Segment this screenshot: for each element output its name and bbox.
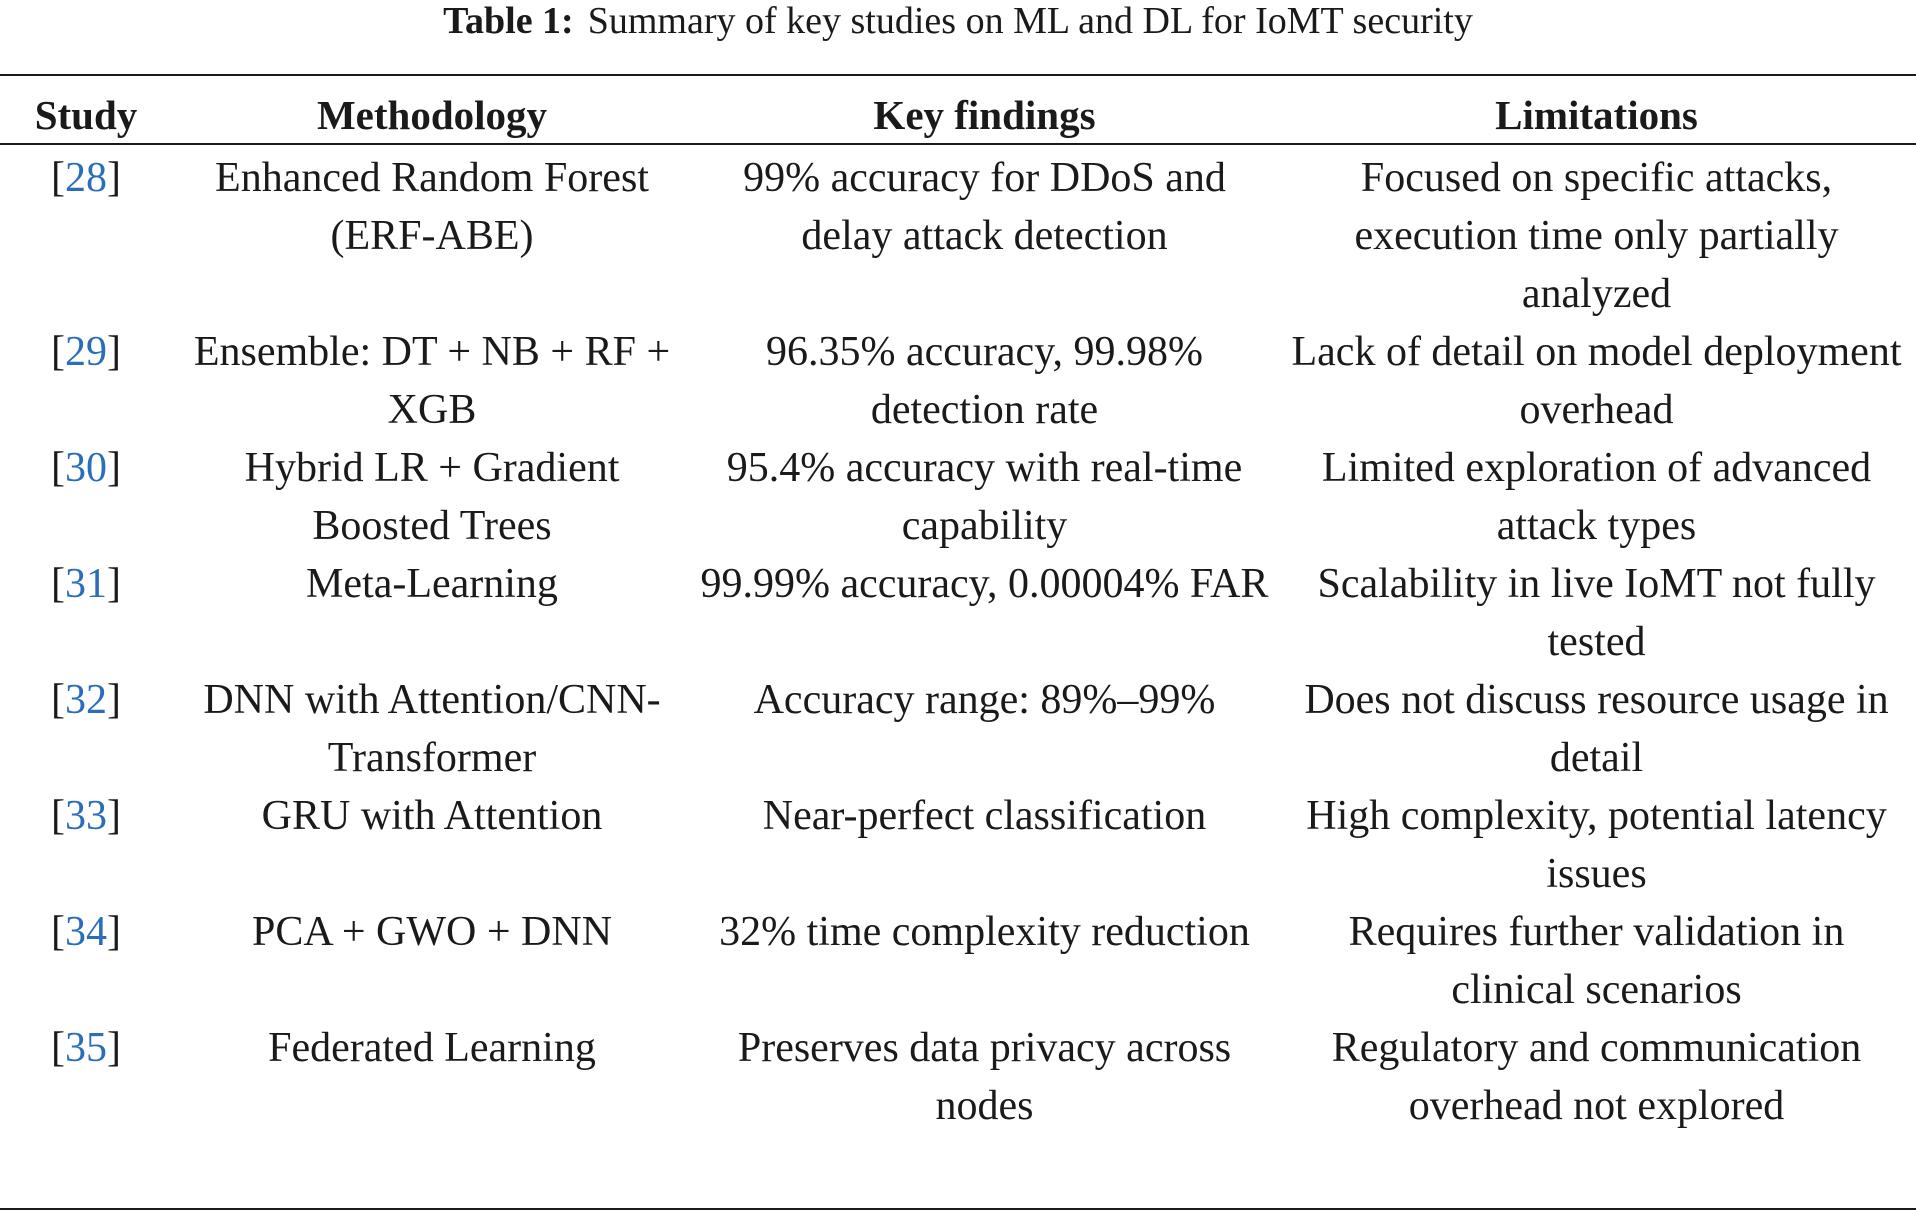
reference-open-bracket: [	[51, 793, 65, 839]
reference-close-bracket: ]	[107, 909, 121, 955]
key-findings-cell: 95.4% accuracy with real-time capability	[726, 445, 1243, 549]
table-row	[0, 671, 1916, 787]
methodology-cell: GRU with Attention	[261, 793, 603, 839]
study-cell	[0, 439, 172, 555]
table-row	[0, 555, 1916, 671]
methodology-cell: Meta-Learning	[306, 561, 558, 607]
reference-close-bracket: ]	[107, 445, 121, 491]
methodology-cell: Hybrid LR + Gradient Boosted Trees	[244, 445, 620, 549]
study-cell	[0, 323, 172, 439]
reference-link[interactable]: 35	[65, 1025, 107, 1071]
reference-open-bracket: [	[51, 561, 65, 607]
reference-link[interactable]: 29	[65, 329, 107, 375]
table-row	[0, 903, 1916, 1019]
limitations-cell: Regulatory and communication overhead not explored	[1331, 1025, 1862, 1129]
summary-table	[0, 87, 1916, 1135]
reference-open-bracket: [	[51, 329, 65, 375]
reference-open-bracket: [	[51, 677, 65, 723]
table-caption-label: Table 1:	[443, 0, 574, 42]
key-findings-cell: 96.35% accuracy, 99.98% detection rate	[766, 329, 1203, 433]
limitations-cell: Limited exploration of advanced attack types	[1321, 445, 1872, 549]
table-caption-text: Summary of key studies on ML and DL for IoMT security	[587, 0, 1473, 42]
reference-link[interactable]: 30	[65, 445, 107, 491]
table-caption	[0, 0, 1916, 42]
reference-open-bracket: [	[51, 445, 65, 491]
study-cell	[0, 903, 172, 1019]
table-bottom-rule	[0, 1208, 1916, 1210]
reference-close-bracket: ]	[107, 155, 121, 201]
table-row	[0, 323, 1916, 439]
limitations-cell: High complexity, potential latency issues	[1306, 793, 1887, 897]
reference-link[interactable]: 33	[65, 793, 107, 839]
methodology-cell: Ensemble: DT + NB + RF + XGB	[193, 329, 671, 433]
limitations-cell: Focused on specific attacks, execution time only partially analyzed	[1354, 155, 1839, 317]
key-findings-cell: 99.99% accuracy, 0.00004% FAR	[700, 561, 1269, 607]
reference-link[interactable]: 34	[65, 909, 107, 955]
table-top-rule	[0, 74, 1916, 76]
key-findings-cell: Near-perfect classification	[762, 793, 1207, 839]
header-limitations: Limitations	[1495, 92, 1698, 138]
reference-open-bracket: [	[51, 155, 65, 201]
key-findings-cell: Preserves data privacy across nodes	[737, 1025, 1232, 1129]
table-header-row	[0, 87, 1916, 143]
reference-close-bracket: ]	[107, 793, 121, 839]
methodology-cell: Enhanced Random Forest (ERF-ABE)	[215, 155, 649, 259]
key-findings-cell: 99% accuracy for DDoS and delay attack detection	[743, 155, 1226, 259]
reference-link[interactable]: 28	[65, 155, 107, 201]
header-study: Study	[34, 92, 138, 138]
table-row	[0, 149, 1916, 323]
table-row	[0, 787, 1916, 903]
reference-close-bracket: ]	[107, 329, 121, 375]
reference-close-bracket: ]	[107, 677, 121, 723]
reference-close-bracket: ]	[107, 561, 121, 607]
limitations-cell: Requires further validation in clinical scenarios	[1348, 909, 1845, 1013]
study-cell	[0, 149, 172, 323]
table-row	[0, 1019, 1916, 1135]
study-cell	[0, 1019, 172, 1135]
limitations-cell: Lack of detail on model deployment overhead	[1291, 329, 1902, 433]
table-row	[0, 439, 1916, 555]
reference-open-bracket: [	[51, 909, 65, 955]
key-findings-cell: Accuracy range: 89%–99%	[753, 677, 1216, 723]
reference-open-bracket: [	[51, 1025, 65, 1071]
header-key-findings: Key findings	[873, 92, 1096, 138]
reference-link[interactable]: 32	[65, 677, 107, 723]
study-cell	[0, 671, 172, 787]
methodology-cell: PCA + GWO + DNN	[251, 909, 613, 955]
methodology-cell: DNN with Attention/CNN-Transformer	[203, 677, 661, 781]
key-findings-cell: 32% time complexity reduction	[719, 909, 1250, 955]
limitations-cell: Scalability in live IoMT not fully tested	[1317, 561, 1876, 665]
header-methodology: Methodology	[316, 92, 548, 138]
limitations-cell: Does not discuss resource usage in detail	[1304, 677, 1889, 781]
table-body	[0, 143, 1916, 1135]
study-cell	[0, 787, 172, 903]
reference-close-bracket: ]	[107, 1025, 121, 1071]
study-cell	[0, 555, 172, 671]
reference-link[interactable]: 31	[65, 561, 107, 607]
methodology-cell: Federated Learning	[268, 1025, 596, 1071]
